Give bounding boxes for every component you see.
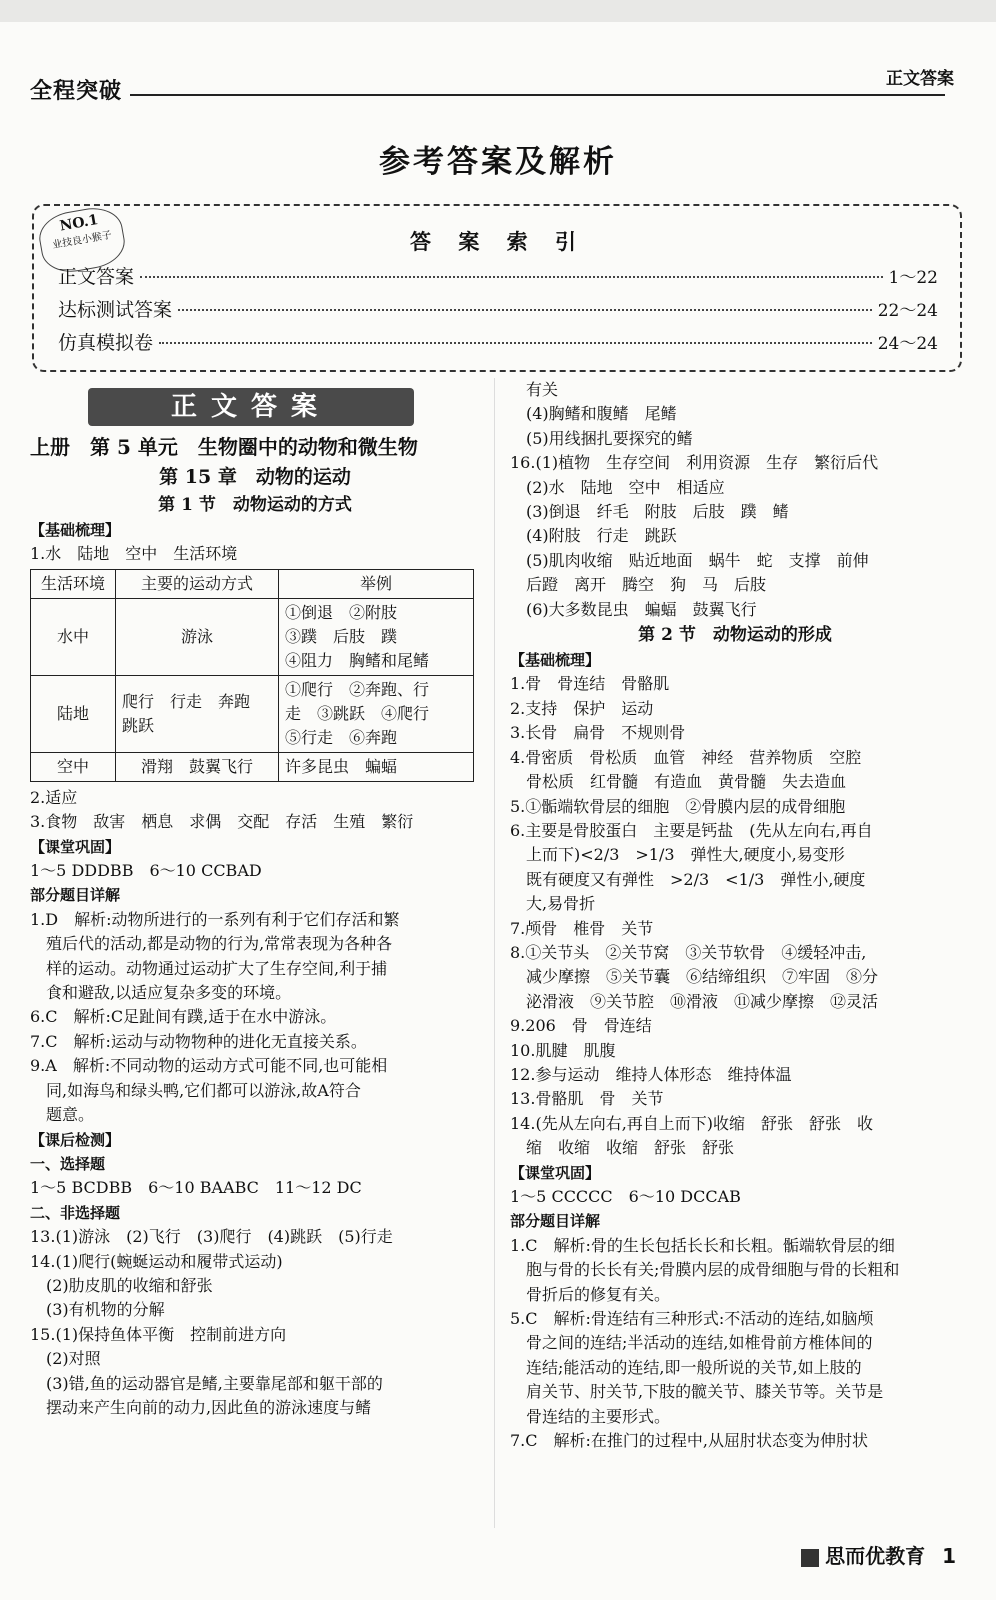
answer-line: 有关: [510, 380, 559, 399]
table-cell: 水中: [31, 598, 116, 675]
explanation-line: 5.C 解析:骨连结有三种形式:不活动的连结,如脑颅: [510, 1309, 874, 1329]
answer-line: (3)错,鱼的运动器官是鳍,主要靠尾部和躯干部的: [30, 1373, 383, 1393]
example-line: ⑤行走 ⑥奔跑: [285, 727, 398, 747]
table-header: 举例: [279, 569, 474, 598]
explanation-line: 食和避敌,以适应复杂多变的环境。: [30, 983, 292, 1003]
answer-line: (2)水 陆地 空中 相适应: [510, 477, 725, 497]
consolidate-label: 【课堂巩固】: [30, 837, 121, 856]
table-row: [31, 752, 474, 781]
explanation-line: 连结;能活动的连结,即一般所说的关节,如上肢的: [510, 1357, 862, 1377]
answer-line: 5.①骺端软骨层的细胞 ②骨膜内层的成骨细胞: [510, 796, 846, 816]
table-cell: [279, 675, 474, 752]
answer-line: 16.(1)植物 生存空间 利用资源 生存 繁衍后代: [510, 453, 879, 473]
explanation-line: 1.D 解析:动物所进行的一系列有利于它们存活和繁: [30, 909, 400, 929]
answer-line: 12.参与运动 维持人体形态 维持体温: [510, 1064, 792, 1084]
table-cell: 游泳: [116, 598, 279, 675]
header-section-label: 正文答案: [886, 69, 954, 89]
index-row-label: 正文答案: [58, 266, 135, 288]
answer-line: (3)有机物的分解: [30, 1300, 165, 1320]
answer-line: 大,易骨折: [510, 894, 596, 914]
left-column: [30, 388, 480, 1420]
answer-line: 骨松质 红骨髓 有造血 黄骨髓 失去造血: [510, 772, 847, 792]
index-row-label: 仿真模拟卷: [58, 332, 154, 354]
explanation-line: 同,如海鸟和绿头鸭,它们都可以游泳,故A符合: [30, 1080, 361, 1100]
explanation-line: 题意。: [30, 1105, 95, 1125]
nonchoice-label: 二、非选择题: [30, 1203, 121, 1222]
table-cell: 许多昆虫 蝙蝠: [279, 752, 474, 781]
basic-label: 【基础梳理】: [30, 521, 121, 539]
answer-line: (5)用线捆扎要探究的鳍: [510, 428, 693, 448]
right-column: [510, 378, 960, 1453]
answer-line: 10.肌腱 肌腹: [510, 1040, 616, 1060]
explanation-line: 6.C 解析:C足趾间有蹼,适于在水中游泳。: [30, 1007, 337, 1027]
explanation-line: 肩关节、肘关节,下肢的髋关节、膝关节等。关节是: [510, 1382, 884, 1402]
example-line: ①倒退 ②附肢: [285, 602, 398, 622]
leader-dots: [178, 309, 872, 311]
detail-label: 部分题目详解: [30, 886, 121, 905]
answer-line: (3)倒退 纤毛 附肢 后肢 蹼 鳍: [510, 502, 789, 522]
answer-line: (2)肋皮肌的收缩和舒张: [30, 1275, 213, 1295]
answer-line: (6)大多数昆虫 蝙蝠 鼓翼飞行: [510, 599, 757, 619]
explanation-line: 7.C 解析:运动与动物物种的进化无直接关系。: [30, 1031, 367, 1051]
answer-line: 3.长骨 扁骨 不规则骨: [510, 723, 686, 743]
publisher-logo-icon: [801, 1549, 819, 1567]
table-cell: 空中: [31, 752, 116, 781]
table-cell: 陆地: [31, 675, 116, 752]
page-footer: [801, 1540, 956, 1569]
answer-line: (4)胸鳍和腹鳍 尾鳍: [510, 404, 677, 424]
stamp-number: NO.1: [58, 212, 100, 235]
answer-line: 2.支持 保护 运动: [510, 698, 654, 718]
answer-line: 15.(1)保持鱼体平衡 控制前进方向: [30, 1324, 287, 1344]
answer-line: 上而下)<2/3 >1/3 弹性大,硬度小,易变形: [510, 845, 845, 865]
answer-line: 13.骨骼肌 骨 关节: [510, 1089, 664, 1109]
answer-line: (5)肌肉收缩 贴近地面 蜗牛 蛇 支撑 前伸: [510, 550, 869, 570]
answer-line: 6.主要是骨胶蛋白 主要是钙盐 (先从左向右,再自: [510, 820, 873, 840]
answer-line: 4.骨密质 骨松质 血管 神经 营养物质 空腔: [510, 747, 862, 767]
index-row-pages: 22～24: [877, 301, 938, 321]
index-row-pages: 1～22: [888, 268, 938, 288]
table-header: 主要的运动方式: [116, 569, 279, 598]
page-number: 1: [942, 1544, 956, 1568]
table-row: [31, 598, 474, 675]
answer-line: 1～5 BCDBB 6～10 BAABC 11～12 DC: [30, 1178, 362, 1198]
index-row: [58, 262, 938, 289]
answer-line: 7.颅骨 椎骨 关节: [510, 918, 654, 938]
answer-line: (2)对照: [30, 1349, 101, 1369]
chapter-heading: 第 15 章 动物的运动: [159, 466, 351, 488]
example-line: ③蹼 后肢 蹼: [285, 626, 398, 646]
answer-line: 9.206 骨 骨连结: [510, 1016, 652, 1036]
answer-line: (4)附肢 行走 跳跃: [510, 526, 677, 546]
answer-line: 13.(1)游泳 (2)飞行 (3)爬行 (4)跳跃 (5)行走: [30, 1227, 393, 1247]
explanation-line: 9.A 解析:不同动物的运动方式可能不同,也可能相: [30, 1056, 388, 1076]
after-class-label: 【课后检测】: [30, 1130, 121, 1149]
consolidate-label: 【课堂巩固】: [510, 1163, 601, 1182]
answer-line: 后蹬 离开 腾空 狗 马 后肢: [510, 575, 767, 595]
index-heading: 答 案 索 引: [410, 229, 586, 254]
column-divider: [494, 378, 495, 1528]
explanation-line: 殖后代的活动,都是动物的行为,常常表现为各种各: [30, 934, 393, 954]
detail-label: 部分题目详解: [510, 1212, 601, 1231]
explanation-line: 骨连结的主要形式。: [510, 1406, 671, 1426]
unit-heading: 上册 第 5 单元 生物圈中的动物和微生物: [30, 435, 418, 459]
movement-table: [30, 569, 474, 782]
answer-line: 减少摩擦 ⑤关节囊 ⑥结缔组织 ⑦牢固 ⑧分: [510, 967, 879, 987]
answer-line: 14.(1)爬行(蜿蜒运动和履带式运动): [30, 1251, 283, 1271]
basic-label: 【基础梳理】: [510, 651, 601, 670]
answer-line: 3.食物 敌害 栖息 求偶 交配 存活 生殖 繁衍: [30, 812, 414, 832]
section-heading: 第 1 节 动物运动的方式: [158, 495, 352, 515]
scan-top-band: [0, 0, 996, 22]
table-cell: 爬行 行走 奔跑 跳跃: [116, 675, 279, 752]
table-row: [31, 675, 474, 752]
answer-line: 2.适应: [30, 787, 78, 807]
table-cell: 滑翔 鼓翼飞行: [116, 752, 279, 781]
answer-line: 1～5 DDDBB 6～10 CCBAD: [30, 861, 262, 881]
explanation-line: 骨之间的连结;半活动的连结,如椎骨前方椎体间的: [510, 1333, 873, 1353]
explanation-line: 骨折后的修复有关。: [510, 1284, 671, 1304]
publisher-name: 思而优教育: [825, 1544, 926, 1568]
page-title: 参考答案及解析: [379, 144, 617, 180]
explanation-line: 1.C 解析:骨的生长包括长长和长粗。骺端软骨层的细: [510, 1235, 895, 1255]
index-row: [58, 295, 938, 322]
index-row: [58, 328, 938, 355]
example-line: 走 ③跳跃 ④爬行: [285, 703, 430, 723]
leader-dots: [140, 276, 883, 278]
example-line: ①爬行 ②奔跑、行: [285, 679, 430, 699]
header-rule: [130, 94, 945, 96]
section-banner: 正文答案: [88, 388, 414, 426]
answer-line: 8.①关节头 ②关节窝 ③关节软骨 ④缓轻冲击,: [510, 942, 867, 962]
leader-dots: [159, 342, 872, 344]
answer-line: 1.水 陆地 空中 生活环境: [30, 544, 238, 564]
explanation-line: 7.C 解析:在推门的过程中,从屈肘状态变为伸肘状: [510, 1431, 868, 1451]
answer-line: 14.(先从左向右,再自上而下)收缩 舒张 舒张 收: [510, 1113, 874, 1133]
answer-line: 摆动来产生向前的动力,因此鱼的游泳速度与鳍: [30, 1397, 372, 1417]
answer-line: 泌滑液 ⑨关节腔 ⑩滑液 ⑪减少摩擦 ⑫灵活: [510, 991, 879, 1011]
example-line: ④阻力 胸鳍和尾鳍: [285, 650, 430, 670]
answer-line: 既有硬度又有弹性 >2/3 <1/3 弹性小,硬度: [510, 869, 866, 889]
answer-line: 缩 收缩 收缩 舒张 舒张: [510, 1138, 735, 1158]
table-header: 生活环境: [31, 569, 116, 598]
explanation-line: 样的运动。动物通过运动扩大了生存空间,利于捕: [30, 958, 388, 978]
table-cell: [279, 598, 474, 675]
index-row-pages: 24～24: [877, 334, 938, 354]
brand-logo: 全程突破: [30, 79, 123, 104]
answer-line: 1.骨 骨连结 骨骼肌: [510, 674, 670, 694]
stamp-text: 业技良小猴子: [51, 229, 113, 252]
answer-line: 1～5 CCCCC 6～10 DCCAB: [510, 1187, 741, 1206]
index-row-label: 达标测试答案: [58, 299, 173, 321]
section-heading: 第 2 节 动物运动的形成: [638, 625, 832, 646]
table-header-row: [31, 569, 474, 598]
explanation-line: 胞与骨的长长有关;骨膜内层的成骨细胞与骨的长粗和: [510, 1260, 900, 1280]
choice-label: 一、选择题: [30, 1154, 106, 1173]
